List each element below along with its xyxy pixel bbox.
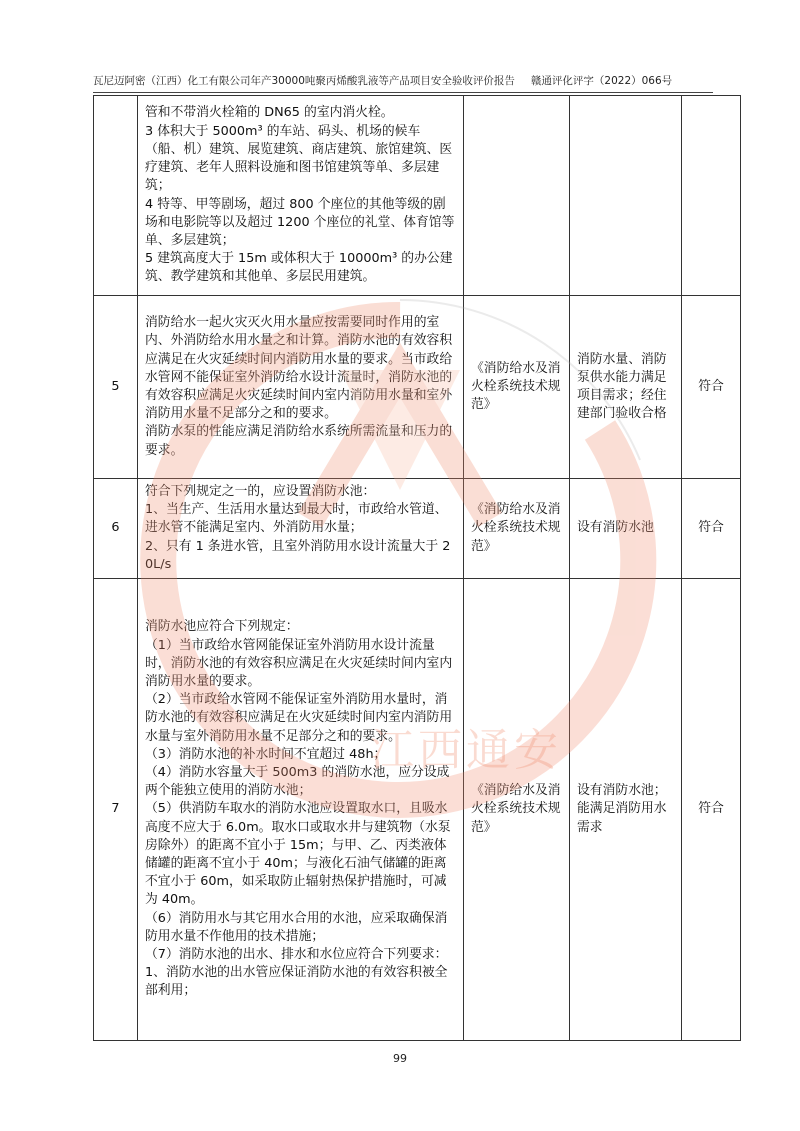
row-result: 符合 (682, 296, 741, 479)
row-standard: 《消防给水及消火栓系统技术规范》 (464, 579, 570, 1041)
row-actual (570, 96, 682, 296)
row-actual: 设有消防水池 (570, 479, 682, 579)
requirement-line: 消防水池应符合下列规定： (145, 619, 299, 635)
requirement-line: 4 特等、甲等剧场，超过 800 个座位的其他等级的剧场和电影院等以及超过 1200 个座位的礼堂、体育馆等单、多层建筑； (145, 196, 455, 248)
watermark-text: 江西通安 (370, 725, 562, 776)
requirement-line: （2）当市政给水管网不能保证室外消防用水量时，消防水池的有效容积应满足在火灾延续时间内室内消防用水量与室外消防用水量不足部分之和的要求。 (145, 692, 453, 744)
requirement-line: 消防给水一起火灾灭火用水量应按需要同时作用的室内、外消防给水用水量之和计算。消防水池的有效容积应满足在火灾延续时间内消防用水量的要求。当市政给水管网不能保证室外消防给水设计流量时，消防水池的有效容积应满足火灾延续时间内室内消防用水量和室外消防用水量不足部分之和的要求。 (145, 315, 453, 422)
requirement-line: 符合下列规定之一的，应设置消防水池： (145, 483, 376, 499)
table-row (94, 296, 741, 479)
row-result: 符合 (682, 579, 741, 1041)
row-index (94, 96, 138, 296)
requirement-line: 消防水泵的性能应满足消防给水系统所需流量和压力的要求。 (145, 424, 453, 458)
row-actual: 消防水量、消防泵供水能力满足项目需求；经住建部门验收合格 (570, 296, 682, 479)
requirement-line: 1、消防水池的出水管应保证消防水池的有效容积被全部利用； (145, 965, 448, 999)
requirement-line: （6）消防用水与其它用水合用的水池，应采取确保消防用水量不作他用的技术措施； (145, 910, 448, 944)
requirement-line: （1）当市政给水管网能保证室外消防用水设计流量时，消防水池的有效容积应满足在火灾延续时间内室内消防用水量的要求。 (145, 637, 453, 689)
row-requirement (138, 296, 464, 479)
row-requirement (138, 579, 464, 1041)
requirement-line: 管和不带消火栓箱的 DN65 的室内消火栓。 (145, 105, 394, 121)
table-row (94, 479, 741, 579)
row-result: 符合 (682, 479, 741, 579)
requirement-line: 5 建筑高度大于 15m 或体积大于 10000m³ 的办公建筑、教学建筑和其他单、多层民用建筑。 (145, 251, 453, 285)
row-requirement (138, 96, 464, 296)
header-title: 瓦尼迈阿密（江西）化工有限公司年产30000吨聚丙烯酸乳液等产品项目安全验收评价报告 (93, 75, 515, 87)
table-row (94, 96, 741, 296)
requirement-line: （4）消防水容量大于 500m3 的消防水池，应分设成两个能独立使用的消防水池； (145, 764, 450, 799)
requirement-line: 1、当生产、生活用水量达到最大时，市政给水管道、进水管不能满足室内、外消防用水量； (145, 502, 448, 536)
row-actual: 设有消防水池；能满足消防用水需求 (570, 579, 682, 1041)
page-header (93, 72, 713, 90)
row-standard (464, 96, 570, 296)
row-index: 6 (94, 479, 138, 579)
row-index: 5 (94, 296, 138, 479)
header-report-no: 赣通评化评字（2022）066号 (530, 75, 673, 87)
inspection-table (93, 95, 741, 1041)
row-standard: 《消防给水及消火栓系统技术规范》 (464, 296, 570, 479)
requirement-line: （5）供消防车取水的消防水池应设置取水口，且吸水高度不应大于 6.0m。取水口或取水井与建筑物（水泵房除外）的距离不宜小于 15m；与甲、乙、丙类液体储罐的距离不宜小于 40m；与液化石油气储罐的距离不宜小于 60m，如采取防止辐射热保护措施时，可减为 40m。 (145, 801, 451, 908)
requirement-line: 3 体积大于 5000m³ 的车站、码头、机场的候车（船、机）建筑、展览建筑、商店建筑、旅馆建筑、医疗建筑、老年人照料设施和图书馆建筑等单、多层建筑； (145, 123, 453, 194)
requirement-line: 2、只有 1 条进水管，且室外消防用水设计流量大于 20L/s (145, 538, 451, 572)
row-index: 7 (94, 579, 138, 1041)
row-result (682, 96, 741, 296)
row-standard: 《消防给水及消火栓系统技术规范》 (464, 479, 570, 579)
requirement-line: （7）消防水池的出水、排水和水位应符合下列要求： (145, 947, 448, 963)
requirement-line: （3）消防水池的补水时间不宜超过 48h； (145, 746, 387, 762)
header-rule (93, 92, 713, 93)
table-row (94, 579, 741, 1041)
page-number: 99 (393, 1052, 407, 1065)
row-requirement (138, 479, 464, 579)
